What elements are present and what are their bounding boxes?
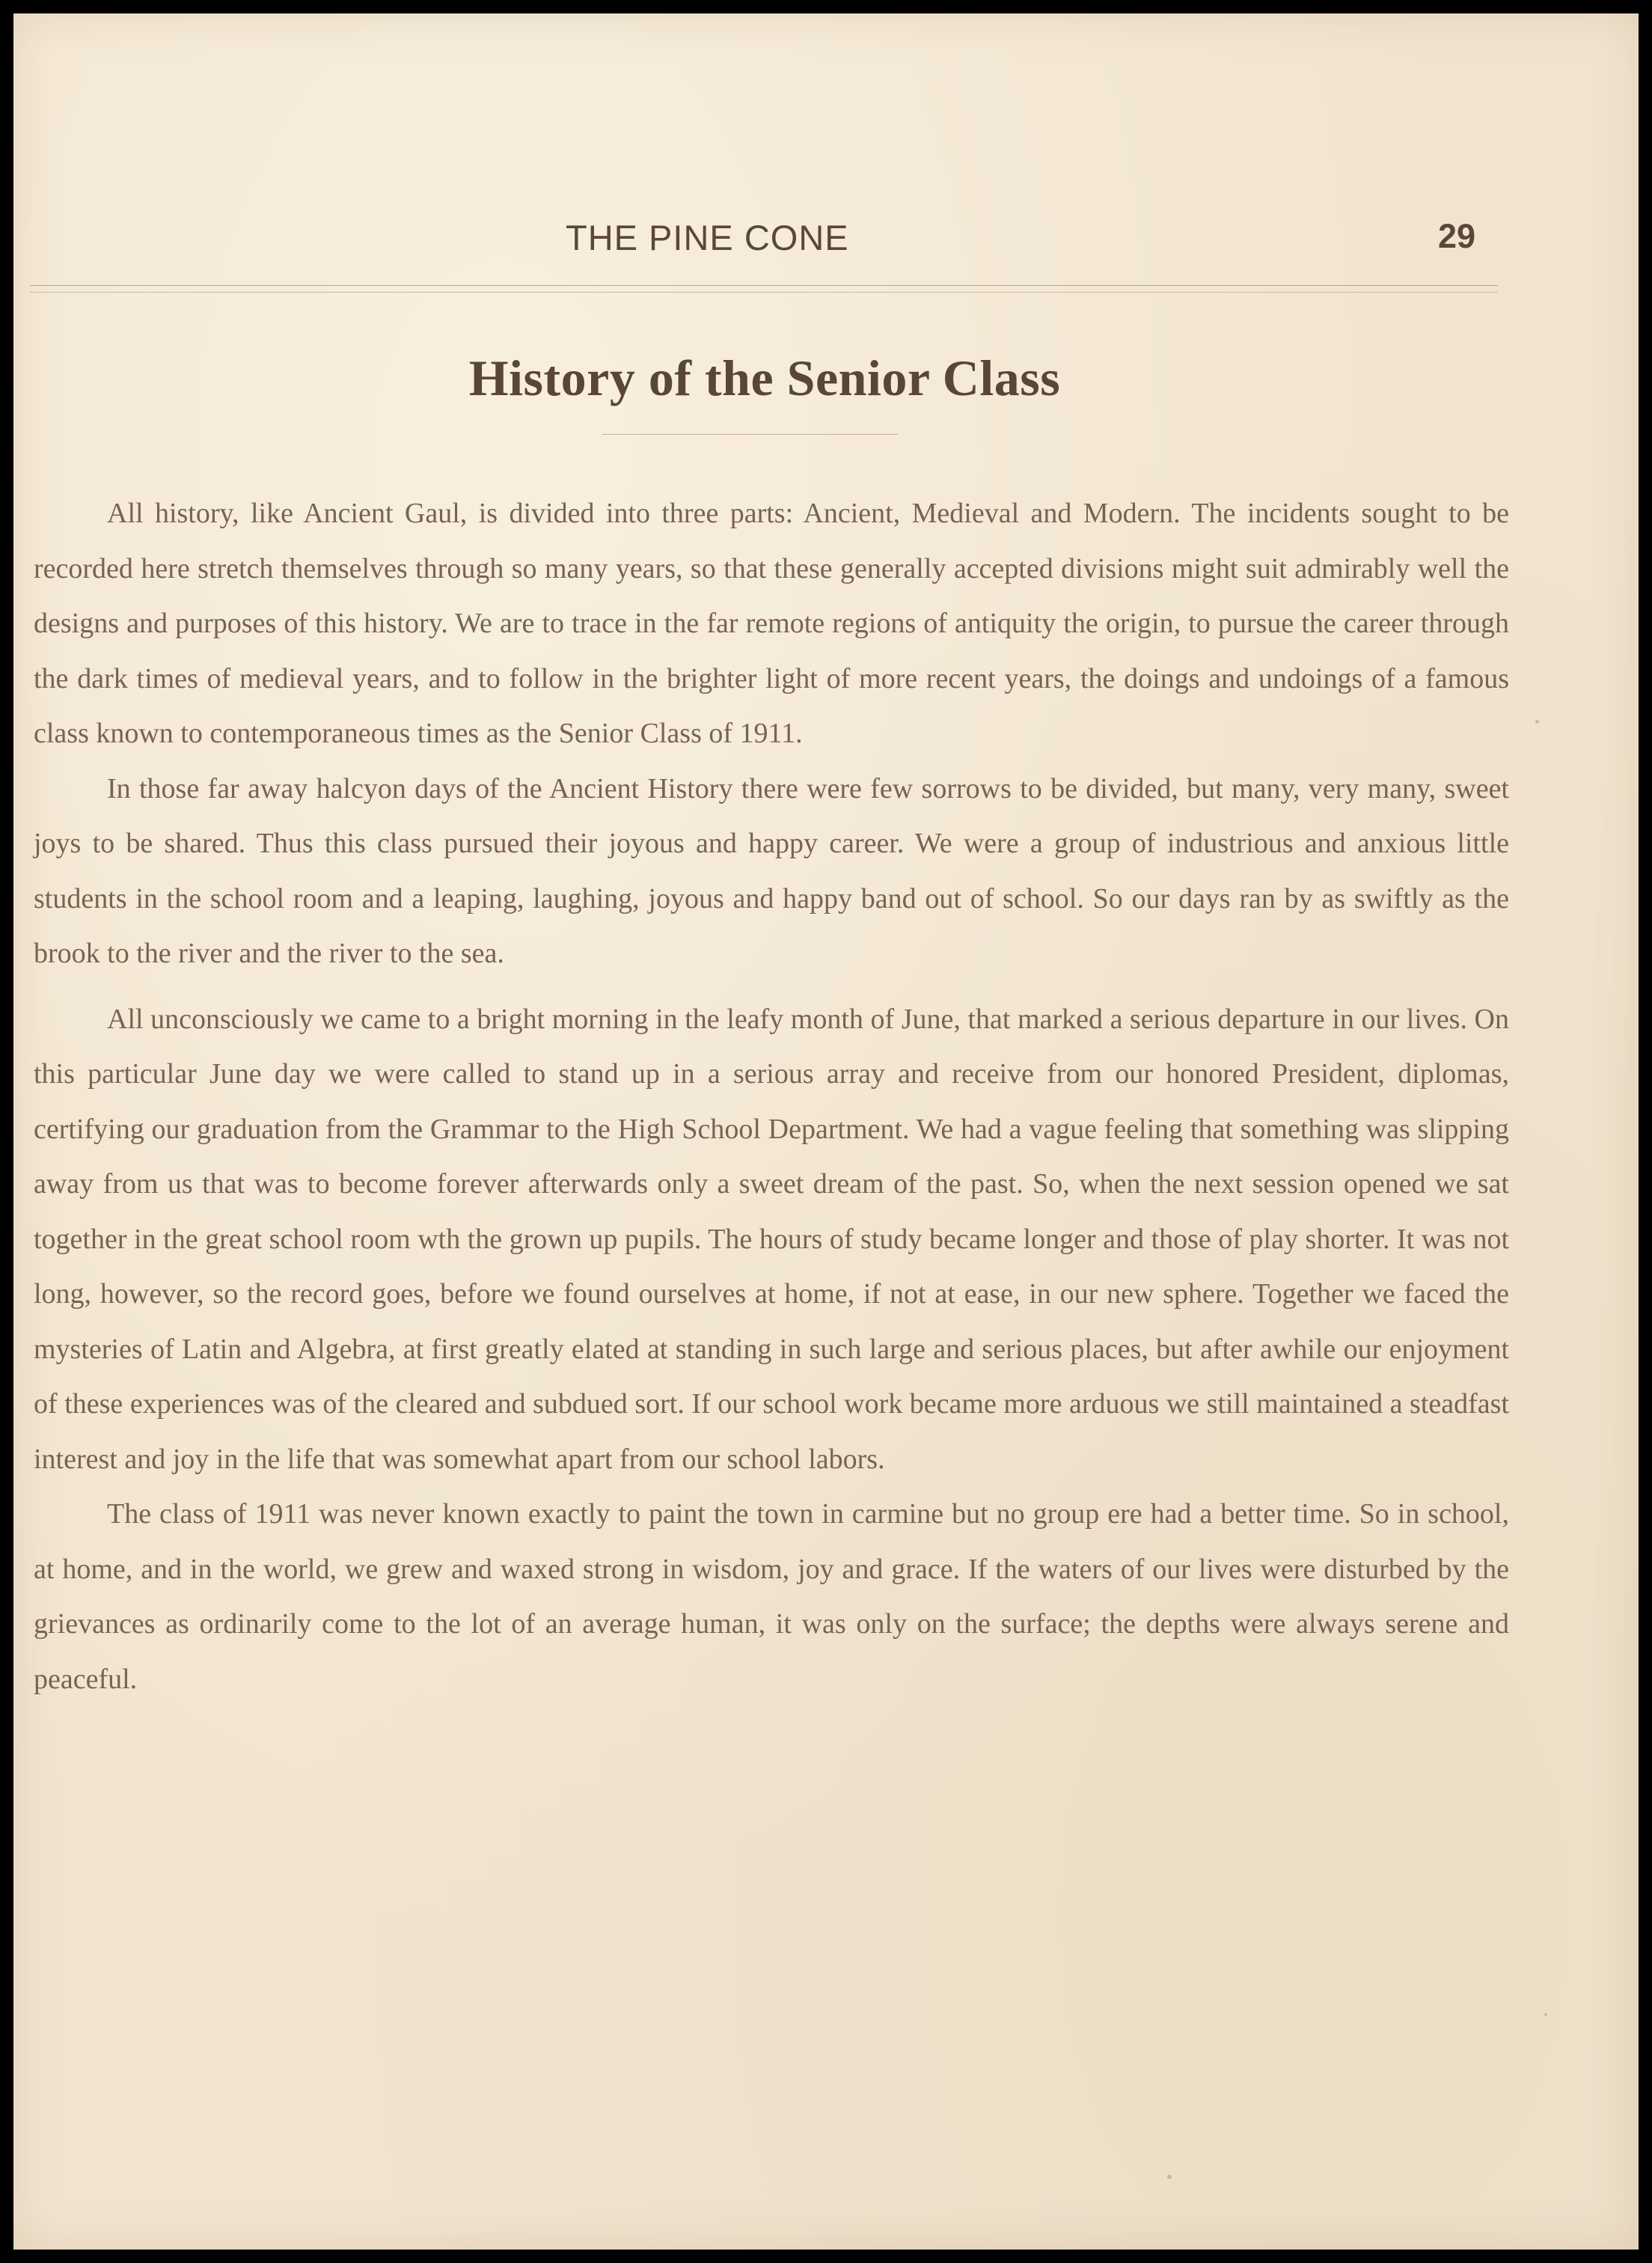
article-body <box>34 486 1509 1707</box>
paper-speck <box>1535 720 1539 724</box>
header-rule-bottom <box>30 292 1498 293</box>
page-number: 29 <box>1438 217 1476 255</box>
scanned-page <box>13 13 1639 2250</box>
paper-speck <box>1167 2175 1172 2179</box>
paragraph-june-morning: All unconsciously we came to a bright morning in the leafy month of June, that marked a serious departure in our lives. On this particular June day we were called to stand up in a serious array and receive from our honored President, diplomas, certifying our graduation from the Grammar to the High School Department. We had a vague feeling that something was slipping away from us that was to become forever afterwards only a sweet dream of the past. So, when the next session opened we sat together in the great school room wth the grown up pupils. The hours of study became longer and those of play shorter. It was not long, however, so the record goes, before we found ourselves at home, if not at ease, in our new sphere. Together we faced the mysteries of Latin and Algebra, at first greatly elated at standing in such large and serious places, but after awhile our enjoyment of these experiences was of the cleared and subdued sort. If our school work became more arduous we still maintained a steadfast interest and joy in the life that was somewhat apart from our school labors. <box>34 1003 1509 1475</box>
article-title: History of the Senior Class <box>468 349 1061 406</box>
running-title: THE PINE CONE <box>566 218 849 257</box>
paragraph-ancient: All history, like Ancient Gaul, is divided into three parts: Ancient, Medieval and Modern. The incidents sought to be recorded here stretch themselves through so many years, so that these generally accepted divisions might suit admirably well the designs and purposes of this history. We are to trace in the far remote regions of antiquity the origin, to pursue the career through the dark times of medieval years, and to follow in the brighter light of more recent years, the doings and undoings of a famous class known to contemporaneous times as the Senior Class of 1911. <box>34 498 1509 749</box>
paper-speck <box>1544 2013 1547 2016</box>
header-rule-top <box>30 285 1498 286</box>
paragraph-class-of-1911: The class of 1911 was never known exactly to paint the town in carmine but no group ere had a better time. So in school, at home, and in the world, we grew and waxed strong in wisdom, joy and grace. If the waters of our lives were disturbed by the grievances as ordinarily come to the lot of an average human, it was only on the surface; the depths were always serene and peaceful. <box>34 1498 1509 1695</box>
paragraph-halcyon-days: In those far away halcyon days of the Ancient History there were few sorrows to be divided, but many, very many, sweet joys to be shared. Thus this class pursued their joyous and happy career. We were a group of industrious and anxious little students in the school room and a leaping, laughing, joyous and happy band out of school. So our days ran by as swiftly as the brook to the river and the river to the sea. <box>34 772 1509 969</box>
running-header <box>13 217 1639 262</box>
title-underline-rule <box>602 434 898 435</box>
